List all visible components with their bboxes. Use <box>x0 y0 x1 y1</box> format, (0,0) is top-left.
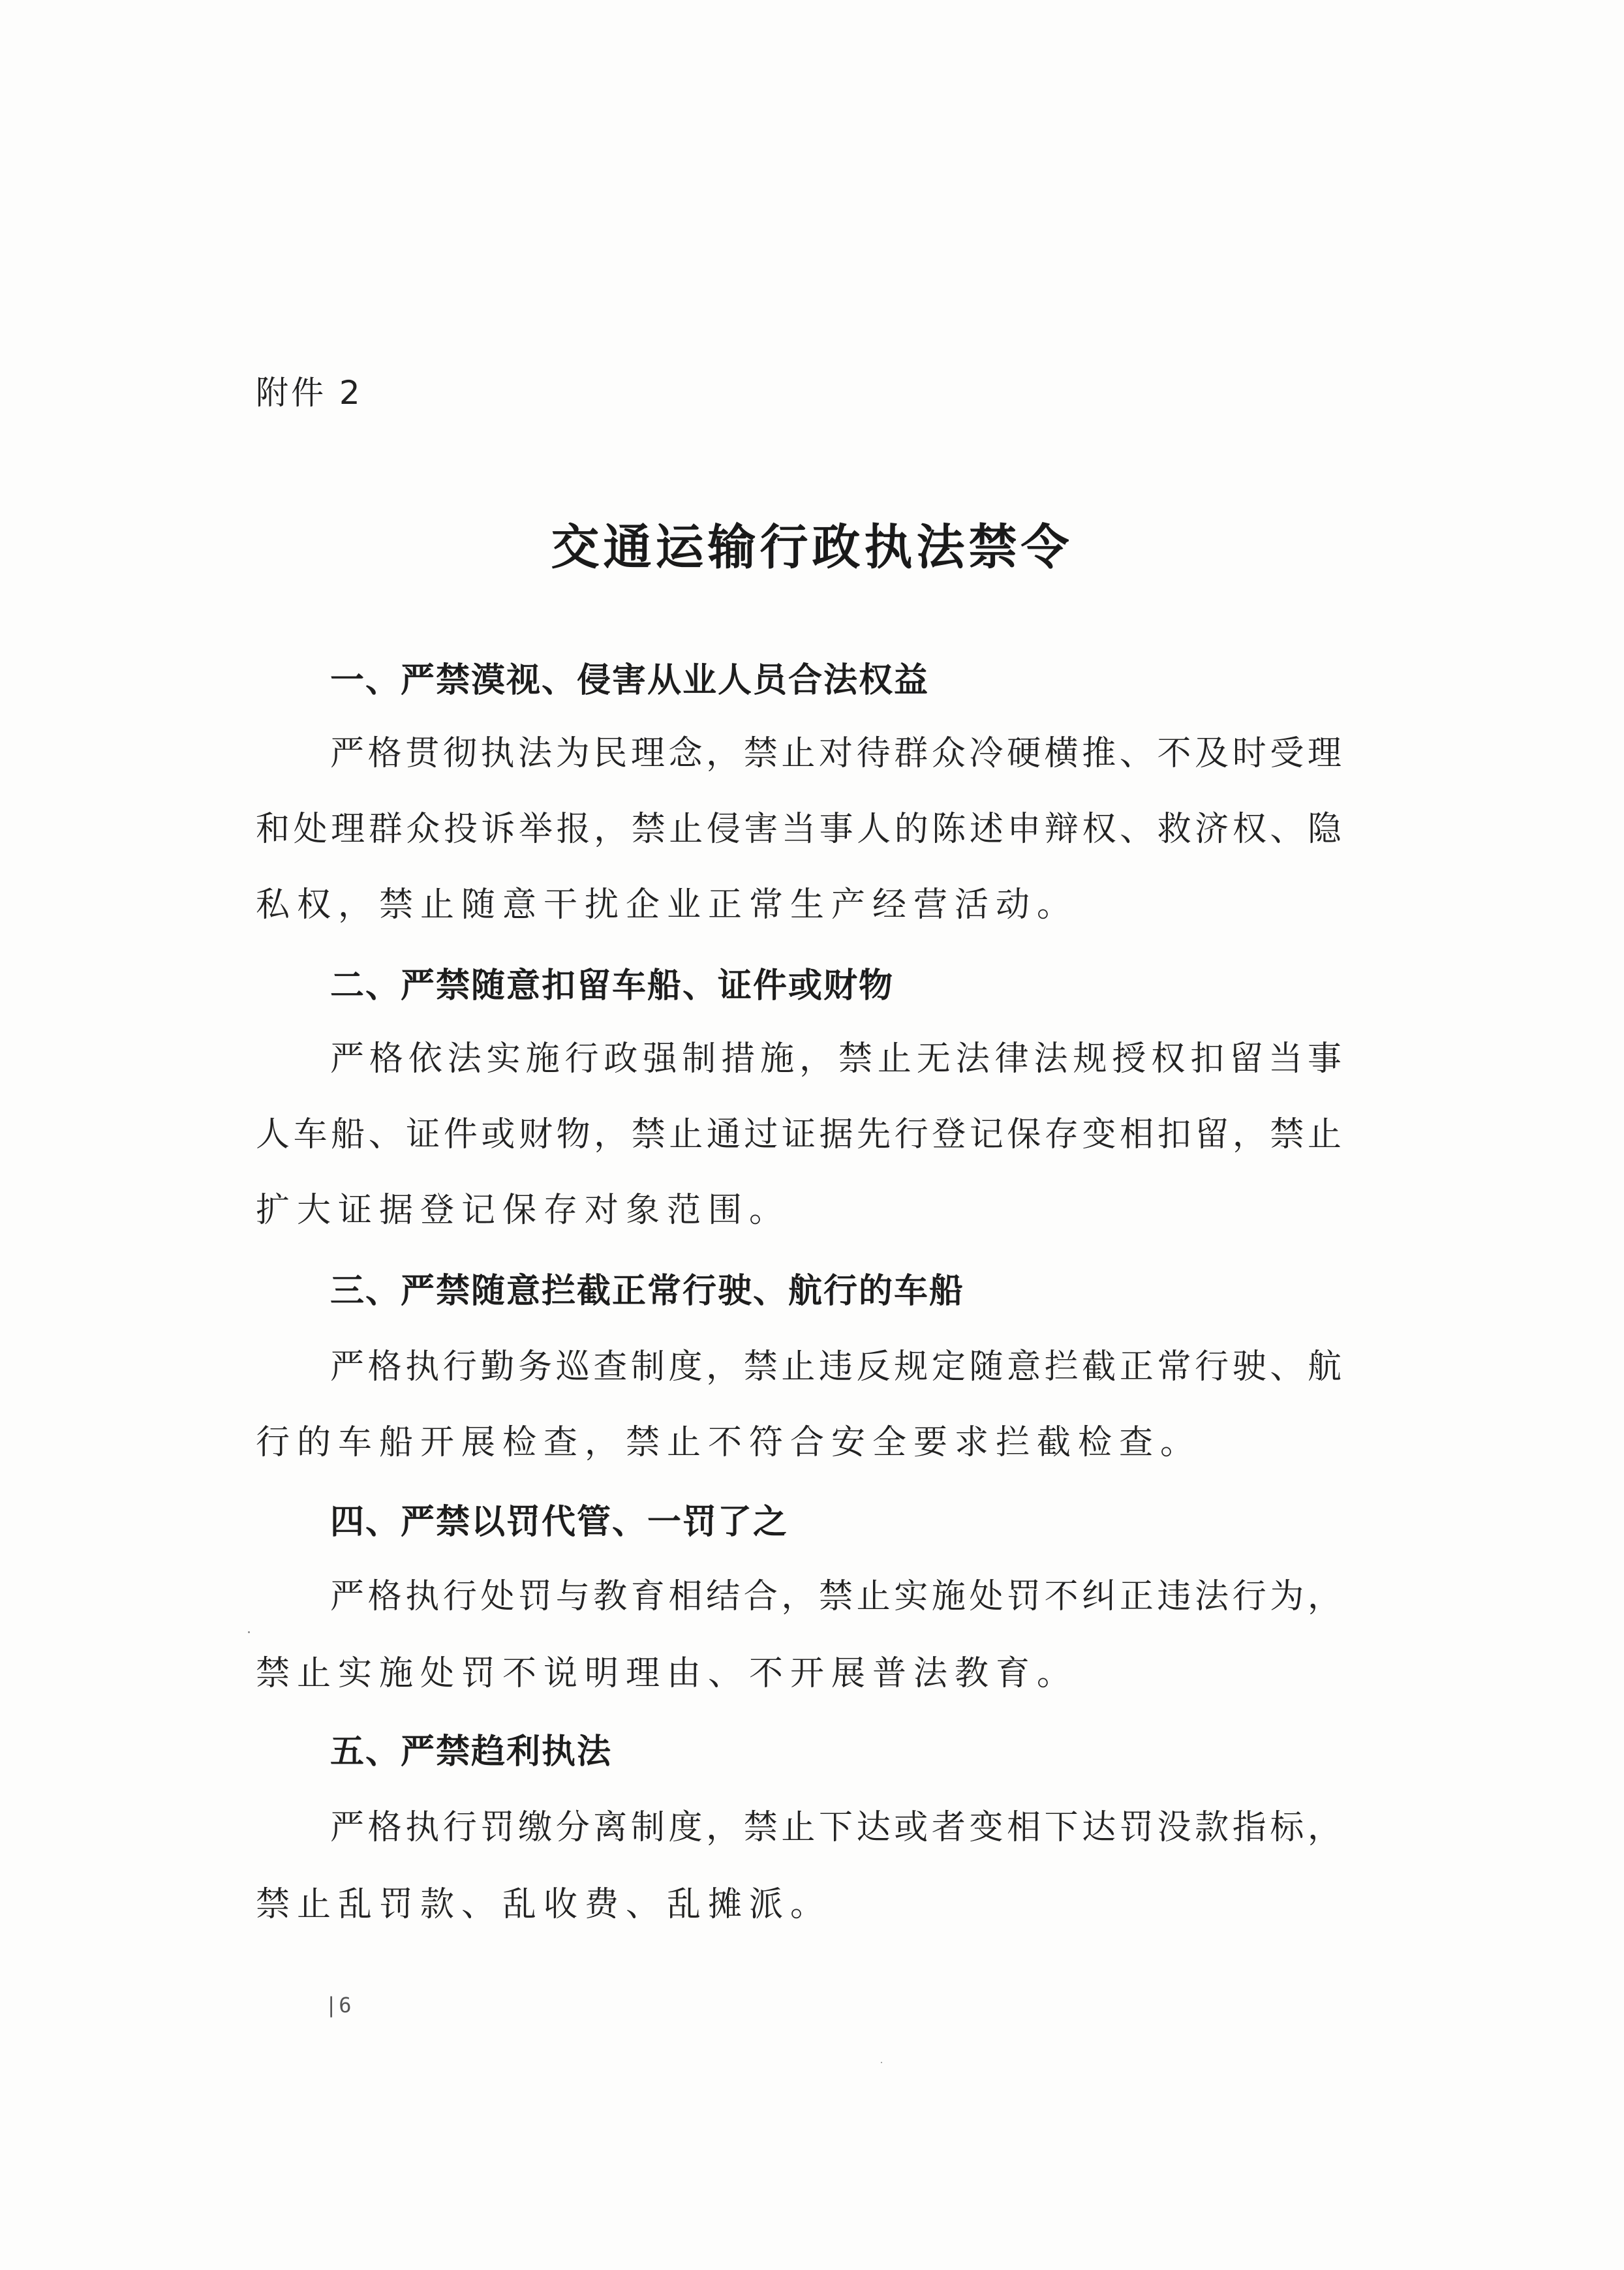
page-number-mark: |6 <box>325 1993 353 2017</box>
section-5-line-1: 严格执行罚缴分离制度，禁止下达或者变相下达罚没款指标， <box>330 1808 1341 1847</box>
scan-speck <box>881 2062 882 2063</box>
section-heading-2: 二、严禁随意扣留车船、证件或财物 <box>330 966 895 1005</box>
section-3-line-1: 严格执行勤务巡查制度，禁止违反规定随意拦截正常行驶、航 <box>330 1347 1341 1387</box>
section-2-line-1: 严格依法实施行政强制措施，禁止无法律法规授权扣留当事 <box>330 1039 1341 1079</box>
section-1-line-3: 私权，禁止随意干扰企业正常生产经营活动。 <box>256 885 1079 925</box>
section-heading-3: 三、严禁随意拦截正常行驶、航行的车船 <box>330 1272 965 1311</box>
section-3-line-2: 行的车船开展检查，禁止不符合安全要求拦截检查。 <box>256 1423 1202 1462</box>
section-heading-1: 一、严禁漠视、侵害从业人员合法权益 <box>330 661 930 700</box>
section-2-line-2: 人车船、证件或财物，禁止通过证据先行登记保存变相扣留，禁止 <box>256 1115 1341 1154</box>
section-5-line-2: 禁止乱罚款、乱收费、乱摊派。 <box>256 1885 832 1924</box>
section-heading-4: 四、严禁以罚代管、一罚了之 <box>330 1503 789 1542</box>
document-title: 交通运输行政执法禁令 <box>551 519 1073 575</box>
attachment-label: 附件 2 <box>256 374 363 412</box>
section-heading-5: 五、严禁趋利执法 <box>330 1732 613 1772</box>
scan-speck <box>248 1631 250 1633</box>
section-4-line-1: 严格执行处罚与教育相结合，禁止实施处罚不纠正违法行为， <box>330 1577 1341 1616</box>
section-4-line-2: 禁止实施处罚不说明理由、不开展普法教育。 <box>256 1654 1079 1693</box>
section-1-line-2: 和处理群众投诉举报，禁止侵害当事人的陈述申辩权、救济权、隐 <box>256 810 1341 849</box>
section-1-line-1: 严格贯彻执法为民理念，禁止对待群众冷硬横推、不及时受理 <box>330 734 1341 773</box>
section-2-line-3: 扩大证据登记保存对象范围。 <box>256 1191 791 1230</box>
